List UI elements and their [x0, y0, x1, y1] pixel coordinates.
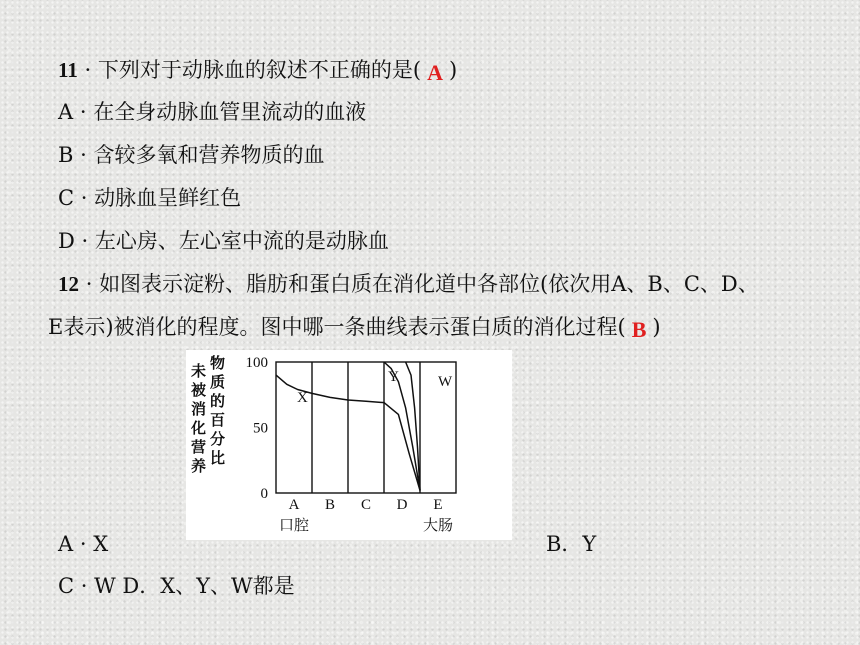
question-11-text: 下列对于动脉血的叙述不正确的是(	[97, 58, 422, 82]
digestion-chart	[186, 350, 512, 540]
ylabel-char: 被	[191, 381, 207, 399]
x-tick-label: D	[396, 497, 408, 513]
ylabel-char: 质	[210, 373, 226, 391]
chart-series	[276, 362, 453, 490]
question-11-option-b: B · 含较多氧和营养物质的血	[58, 143, 325, 167]
series-line-w	[406, 362, 420, 490]
chart-ylabel	[190, 354, 225, 475]
question-11-number: 11	[58, 58, 78, 82]
series-label-y: Y	[388, 369, 399, 385]
question-12-option-cd: C · W D．X、Y、W都是	[58, 574, 295, 598]
plot-frame	[276, 362, 456, 493]
x-label-mouth: 口腔	[278, 516, 310, 534]
question-12-answer: B	[631, 317, 647, 342]
question-12-text-1: 如图表示淀粉、脂肪和蛋白质在消化道中各部位(依次用A、B、C、D、	[99, 272, 759, 296]
question-12-number: 12	[58, 272, 79, 296]
question-11-option-c: C · 动脉血呈鲜红色	[58, 186, 242, 210]
question-11-answer: A	[427, 60, 443, 85]
ylabel-char: 的	[210, 392, 226, 410]
series-label-w: W	[438, 374, 453, 390]
chart-xticks	[289, 497, 443, 513]
x-tick-label: A	[288, 497, 300, 513]
question-11-option-d: D · 左心房、左心室中流的是动脉血	[58, 229, 389, 253]
y-tick-label: 50	[253, 420, 268, 437]
series-label-x: X	[297, 390, 308, 406]
ylabel-char: 化	[191, 419, 207, 437]
question-11-sep: ·	[84, 58, 92, 82]
y-tick-label: 0	[260, 486, 268, 502]
question-12-option-a: A · X	[58, 532, 109, 556]
question-12-stem-line2	[48, 313, 661, 341]
chart-frame	[276, 362, 456, 493]
question-12-option-b: B．Y	[546, 532, 597, 556]
ylabel-char: 未	[191, 362, 207, 380]
question-12-sep: ·	[85, 272, 93, 296]
x-label-large-intestine: 大肠	[422, 516, 454, 534]
question-11-close: )	[449, 58, 458, 82]
question-12-text-2: E表示)被消化的程度。图中哪一条曲线表示蛋白质的消化过程(	[48, 315, 626, 339]
question-12-stem-line1	[58, 270, 759, 298]
question-11-stem	[58, 56, 457, 84]
x-tick-label: C	[360, 497, 372, 513]
ylabel-char: 百	[210, 411, 226, 429]
ylabel-char: 营	[191, 438, 207, 456]
ylabel-char: 养	[191, 457, 207, 475]
ylabel-char: 消	[191, 400, 207, 418]
digestion-chart-svg	[186, 350, 512, 540]
question-11-option-a: A · 在全身动脉血管里流动的血液	[58, 100, 367, 124]
x-tick-label: E	[433, 497, 443, 513]
x-tick-label: B	[324, 497, 336, 513]
ylabel-char: 分	[210, 430, 226, 448]
chart-yticks	[246, 355, 269, 502]
ylabel-char: 物	[210, 354, 226, 372]
y-tick-label: 100	[245, 355, 268, 371]
chart-xlabels	[279, 516, 453, 534]
question-12-close: )	[652, 315, 661, 339]
ylabel-char: 比	[210, 449, 226, 467]
